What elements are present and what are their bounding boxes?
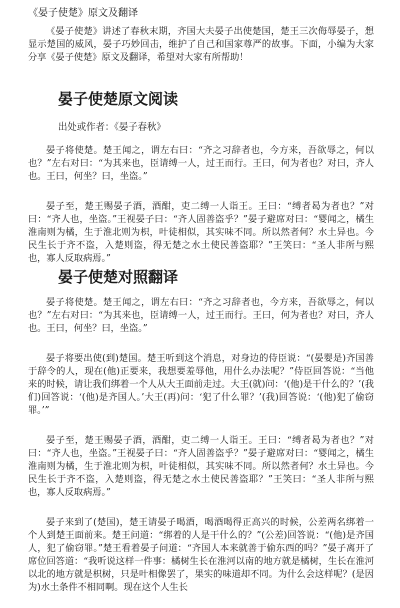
source-line: 出处或作者：《晏子春秋》 <box>58 122 166 133</box>
original-paragraph: 晏子将使楚。楚王闻之，谓左右曰：“齐之习辞者也，今方来，吾欲辱之，何以也？”左右对曰：“为其来也，臣请缚一人，过王而行。王曰，何为者也？对曰，齐人也。王曰，何坐？曰，坐盗。” <box>28 145 374 182</box>
section-heading-translation: 晏子使楚对照翻译 <box>58 268 179 286</box>
section-heading-original: 晏子使楚原文阅读 <box>58 90 179 108</box>
original-paragraph: 晏子至，楚王赐晏子酒，酒酣，吏二缚一人诣王。王曰：“缚者曷为者也？”对曰：“齐人也，坐盗。”王视晏子曰：“齐人固善盗乎？”晏子避席对曰：“婴闻之，橘生淮南则为橘，生于淮北则为枳，叶徒相似，其实味不同。所以然者何？水土异也。今民生长于齐不盗，入楚则盗，得无楚之水土使民善盗耶？”王笑曰：“圣人非所与熙也，寡人反取病焉。” <box>28 201 374 264</box>
document-title: 《晏子使楚》原文及翻译 <box>28 8 138 19</box>
intro-paragraph: 《晏子使楚》讲述了春秋末期，齐国大夫晏子出使楚国，楚王三次侮辱晏子，想显示楚国的威风，晏子巧妙回击，维护了自己和国家尊严的故事。下面，小编为大家分享《晏子使楚》原文及翻译，希望对大家有所帮助！ <box>28 26 374 63</box>
translation-paragraph: 晏子将使楚。楚王闻之，谓左右曰：“齐之习辞者也，今方来，吾欲辱之，何以也？”左右对曰：“为其来也，臣请缚一人，过王而行。王曰，何为者也？对曰，齐人也。王曰，何坐？曰，坐盗。” <box>28 297 374 334</box>
translation-paragraph: 晏子将要出使(到)楚国。楚王听到这个消息，对身边的侍臣说：“(晏婴是)齐国善于辞令的人，现在(他)正要来，我想要羞辱他，用什么办法呢？”侍臣回答说：“当他来的时候，请让我们绑着一个人从大王面前走过。大王(就)问：‘(他)是干什么的？’(我们)回答说：‘(他)是齐国人。’大王(再)问：‘犯了什么罪？’(我)回答说：‘(他)犯了偷窃罪。’” <box>28 353 374 416</box>
translation-paragraph: 晏子来到了(楚国)，楚王请晏子喝酒，喝酒喝得正高兴的时候，公差两名绑着一个人到楚王面前来。楚王问道：“绑着的人是干什么的？”(公差)回答说：“(他)是齐国人，犯了偷窃罪。”楚王看着晏子问道：“齐国人本来就善于偷东西的吗？”晏子离开了席位回答道：“我听说这样一件事：橘树生长在淮河以南的地方就是橘树，生长在淮河以北的地方就是枳树，只是叶相像罢了，果实的味道却不同。为什么会这样呢？(是因为)水土条件不相同啊。现在这个人生长 <box>28 517 374 593</box>
translation-paragraph: 晏子至，楚王赐晏子酒，酒酣，吏二缚一人诣王。王曰：“缚者曷为者也？”对曰：“齐人也，坐盗。”王视晏子曰：“齐人固善盗乎？”晏子避席对曰：“婴闻之，橘生淮南则为橘，生于淮北则为枳，叶徒相似，其实味不同。所以然者何？水土异也。今民生长于齐不盗，入楚则盗，得无楚之水土使民善盗耶？”王笑曰：“圣人非所与熙也，寡人反取病焉。” <box>28 435 374 498</box>
